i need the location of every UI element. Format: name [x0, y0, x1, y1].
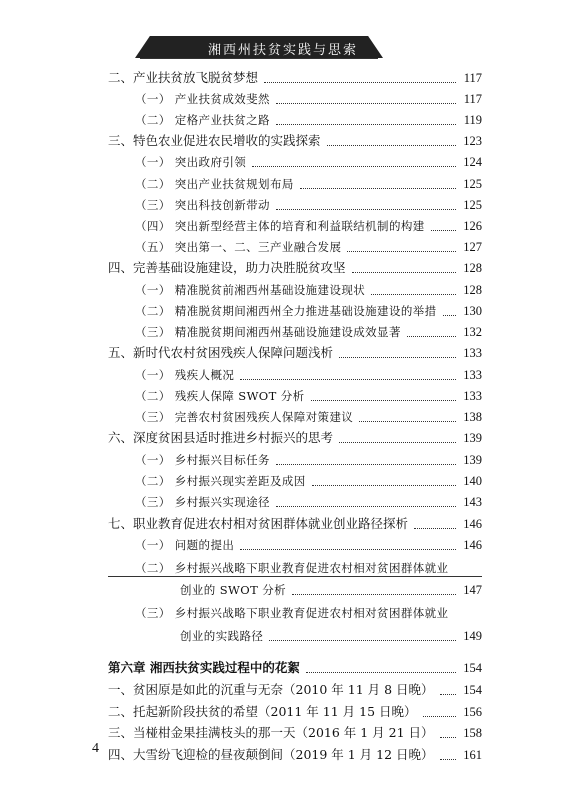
toc-entry-title: （三） 突出科技创新带动	[135, 198, 270, 212]
toc-entry	[0, 626, 566, 646]
toc-page-number: 123	[463, 134, 482, 148]
toc-page-number: 143	[463, 495, 482, 509]
toc-entry-title: （二） 残疾人保障 SWOT 分析	[135, 389, 305, 403]
running-header-title: 湘西州扶贫实践与思索	[207, 43, 358, 58]
toc-entry	[0, 514, 566, 534]
toc-entry-title: 第六章 湘西扶贫实践过程中的花絮	[108, 660, 300, 675]
toc-entry	[0, 110, 566, 130]
dot-leader	[269, 626, 456, 641]
toc-page-number: 156	[463, 705, 482, 719]
toc-entry-title: 创业的 SWOT 分析	[180, 583, 287, 597]
toc-entry	[0, 428, 566, 448]
toc-entry-title: 五、新时代农村贫困残疾人保障问题浅析	[108, 345, 334, 360]
toc-page-number: 146	[463, 538, 482, 552]
toc-entry-title: （二） 乡村振兴现实差距及成因	[135, 474, 306, 488]
toc-entry-title: （一） 产业扶贫成效斐然	[135, 92, 270, 106]
toc-entry	[0, 492, 566, 512]
toc-page-number: 117	[463, 71, 482, 85]
toc-entry-title: （三） 乡村振兴战略下职业教育促进农村相对贫困群体就业	[135, 606, 449, 620]
toc-page-number: 138	[463, 410, 482, 424]
toc-page-number: 128	[463, 261, 482, 275]
dot-leader	[440, 745, 456, 760]
toc-entry	[0, 258, 566, 278]
toc-entry	[0, 174, 566, 194]
toc-entry	[0, 322, 566, 342]
toc-entry-title: （三） 乡村振兴实现途径	[135, 495, 270, 509]
toc-entry	[0, 68, 566, 88]
toc-page-number: 128	[463, 283, 482, 297]
toc-entry-title: 一、贫困原是如此的沉重与无奈（2010 年 11 月 8 日晚）	[108, 682, 434, 697]
dot-leader	[347, 237, 456, 252]
toc-page-number: 133	[463, 368, 482, 382]
toc-entry	[0, 89, 566, 109]
toc-page-number: 139	[463, 453, 482, 467]
toc-entry	[0, 558, 566, 578]
dot-leader	[407, 322, 456, 337]
toc-entry	[0, 152, 566, 172]
dot-leader	[264, 68, 456, 83]
dot-leader	[306, 658, 456, 673]
dot-leader	[311, 386, 456, 401]
toc-entry	[0, 723, 566, 743]
toc-entry	[0, 386, 566, 406]
toc-page-number: 161	[463, 748, 482, 762]
toc-entry	[0, 280, 566, 300]
toc-entry-title: 三、特色农业促进农民增收的实践探索	[108, 133, 321, 148]
toc-entry	[0, 535, 566, 555]
toc-page-number: 117	[463, 92, 482, 106]
dot-leader	[431, 216, 456, 231]
toc-entry	[0, 603, 566, 623]
toc-entry	[0, 702, 566, 722]
dot-leader	[327, 131, 456, 146]
toc-page-number: 127	[463, 240, 482, 254]
toc-entry	[0, 343, 566, 363]
toc-page-number: 154	[463, 683, 482, 697]
toc-entry-title: （一） 精准脱贫前湘西州基础设施建设现状	[135, 283, 366, 297]
toc-entry-title: （二） 精准脱贫期间湘西州全力推进基础设施建设的举措	[135, 304, 437, 318]
toc-entry-title: （一） 残疾人概况	[135, 368, 235, 382]
dot-leader	[371, 280, 456, 295]
toc-page-number: 126	[463, 219, 482, 233]
toc-page-number: 154	[463, 661, 482, 675]
dot-leader	[276, 89, 456, 104]
dot-leader	[276, 110, 456, 125]
toc-page-number: 133	[463, 389, 482, 403]
toc-entry	[0, 365, 566, 385]
toc-entry	[0, 471, 566, 491]
dot-leader	[339, 343, 456, 358]
toc-entry	[0, 580, 566, 600]
toc-entry-title: 四、完善基础设施建设，助力决胜脱贫攻坚	[108, 260, 346, 275]
dot-leader	[423, 702, 456, 717]
toc-entry	[0, 407, 566, 427]
dot-leader	[440, 723, 456, 738]
dot-leader	[240, 535, 456, 550]
dot-leader	[339, 428, 456, 443]
toc-entry-title: 七、职业教育促进农村相对贫困群体就业创业路径探析	[108, 516, 409, 531]
dot-leader	[312, 471, 456, 486]
dot-leader	[443, 301, 456, 316]
toc-entry	[0, 680, 566, 700]
toc-entry-title: （一） 问题的提出	[135, 538, 235, 552]
toc-entry-title: 三、当椪柑金果挂满枝头的那一天（2016 年 1 月 21 日）	[108, 725, 434, 740]
toc-entry	[0, 301, 566, 321]
toc-page-number: 119	[463, 113, 482, 127]
chapter-separator	[108, 576, 482, 577]
toc-entry	[0, 195, 566, 215]
toc-page-number: 130	[463, 304, 482, 318]
toc-entry-title: （五） 突出第一、二、三产业融合发展	[135, 240, 342, 254]
toc-entry-title: 六、深度贫困县适时推进乡村振兴的思考	[108, 430, 334, 445]
dot-leader	[276, 492, 456, 507]
dot-leader	[359, 407, 456, 422]
header-rule	[140, 58, 378, 59]
toc-chapter	[0, 658, 566, 678]
toc-entry-title: （三） 精准脱贫期间湘西州基础设施建设成效显著	[135, 325, 401, 339]
toc-entry-title: （二） 突出产业扶贫规划布局	[135, 177, 294, 191]
toc-entry	[0, 745, 566, 765]
toc-entry	[0, 216, 566, 236]
toc-page-number: 147	[463, 583, 482, 597]
dot-leader	[276, 195, 456, 210]
dot-leader	[292, 580, 456, 595]
toc-page-number: 125	[463, 177, 482, 191]
toc-entry-title: （一） 乡村振兴目标任务	[135, 453, 270, 467]
toc-entry-title: 创业的实践路径	[180, 629, 264, 643]
toc-entry	[0, 450, 566, 470]
toc-page-number: 140	[463, 474, 482, 488]
toc-page-number: 132	[463, 325, 482, 339]
toc-page-number: 133	[463, 346, 482, 360]
dot-leader	[300, 174, 456, 189]
toc-entry	[0, 131, 566, 151]
toc-entry-title: （四） 突出新型经营主体的培育和利益联结机制的构建	[135, 219, 425, 233]
toc-entry	[0, 237, 566, 257]
dot-leader	[240, 365, 456, 380]
toc-page-number: 146	[463, 517, 482, 531]
toc-page-number: 149	[463, 629, 482, 643]
dot-leader	[352, 258, 456, 273]
toc-entry-title: （二） 定格产业扶贫之路	[135, 113, 270, 127]
dot-leader	[414, 514, 456, 529]
toc-entry-title: 二、产业扶贫放飞脱贫梦想	[108, 70, 259, 85]
toc-entry-title: （二） 乡村振兴战略下职业教育促进农村相对贫困群体就业	[135, 561, 449, 575]
toc-page-number: 125	[463, 198, 482, 212]
toc-entry-title: 四、大雪纷飞迎检的昼夜颠倒间（2019 年 1 月 12 日晚）	[108, 747, 434, 762]
toc-page-number: 139	[463, 431, 482, 445]
page-number: 4	[92, 741, 99, 756]
toc-page-number: 158	[463, 726, 482, 740]
dot-leader	[440, 680, 456, 695]
dot-leader	[252, 152, 456, 167]
toc-page-number: 124	[463, 155, 482, 169]
toc-entry-title: （三） 完善农村贫困残疾人保障对策建议	[135, 410, 354, 424]
dot-leader	[276, 450, 456, 465]
toc-entry-title: 二、托起新阶段扶贫的希望（2011 年 11 月 15 日晚）	[108, 704, 417, 719]
toc-entry-title: （一） 突出政府引领	[135, 155, 247, 169]
